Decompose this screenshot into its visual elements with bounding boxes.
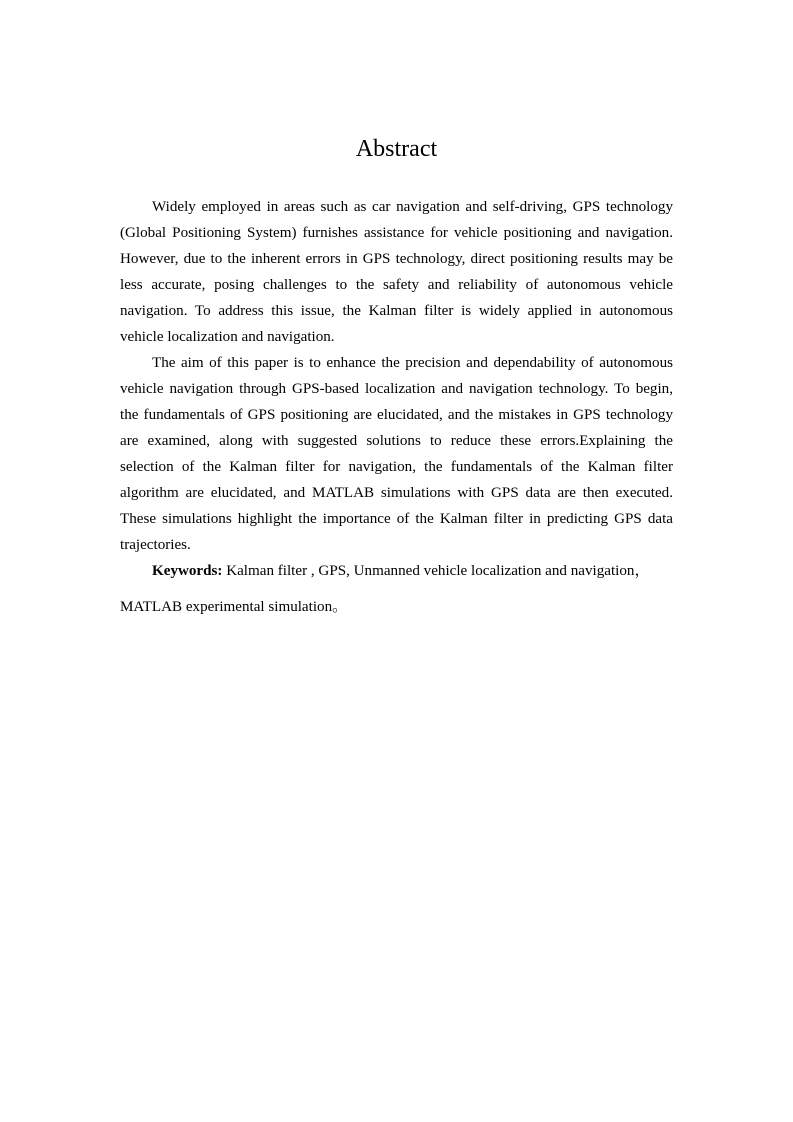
abstract-body <box>120 194 673 625</box>
abstract-paragraph-2: The aim of this paper is to enhance the precision and dependability of autonomous vehicle navigation through GPS-based localization and navigation technology. To begin, the fundamentals of GPS positioning are elucidated, and the mistakes in GPS technology are examined, along with suggested solutions to reduce these errors.Explaining the selection of the Kalman filter for navigation, the fundamentals of the Kalman filter algorithm are elucidated, and MATLAB simulations with GPS data are then executed. These simulations highlight the importance of the Kalman filter in predicting GPS data trajectories. <box>120 355 673 553</box>
keywords-end-mark: 。 <box>332 597 348 615</box>
abstract-paragraph-1: Widely employed in areas such as car navigation and self-driving, GPS technology (Global Positioning System) furnishes assistance for vehicle positioning and navigation. However, due to the inherent errors in GPS technology, direct positioning results may be less accurate, posing challenges to the safety and reliability of autonomous vehicle navigation. To address this issue, the Kalman filter is widely applied in autonomous vehicle localization and navigation. <box>120 199 673 345</box>
keywords-line <box>120 554 673 625</box>
abstract-heading: Abstract <box>355 136 438 162</box>
keywords-text: Kalman filter , GPS, Unmanned vehicle localization and navigation，MATLAB experimental simulation <box>120 563 650 615</box>
keywords-label: Keywords: <box>152 563 223 579</box>
